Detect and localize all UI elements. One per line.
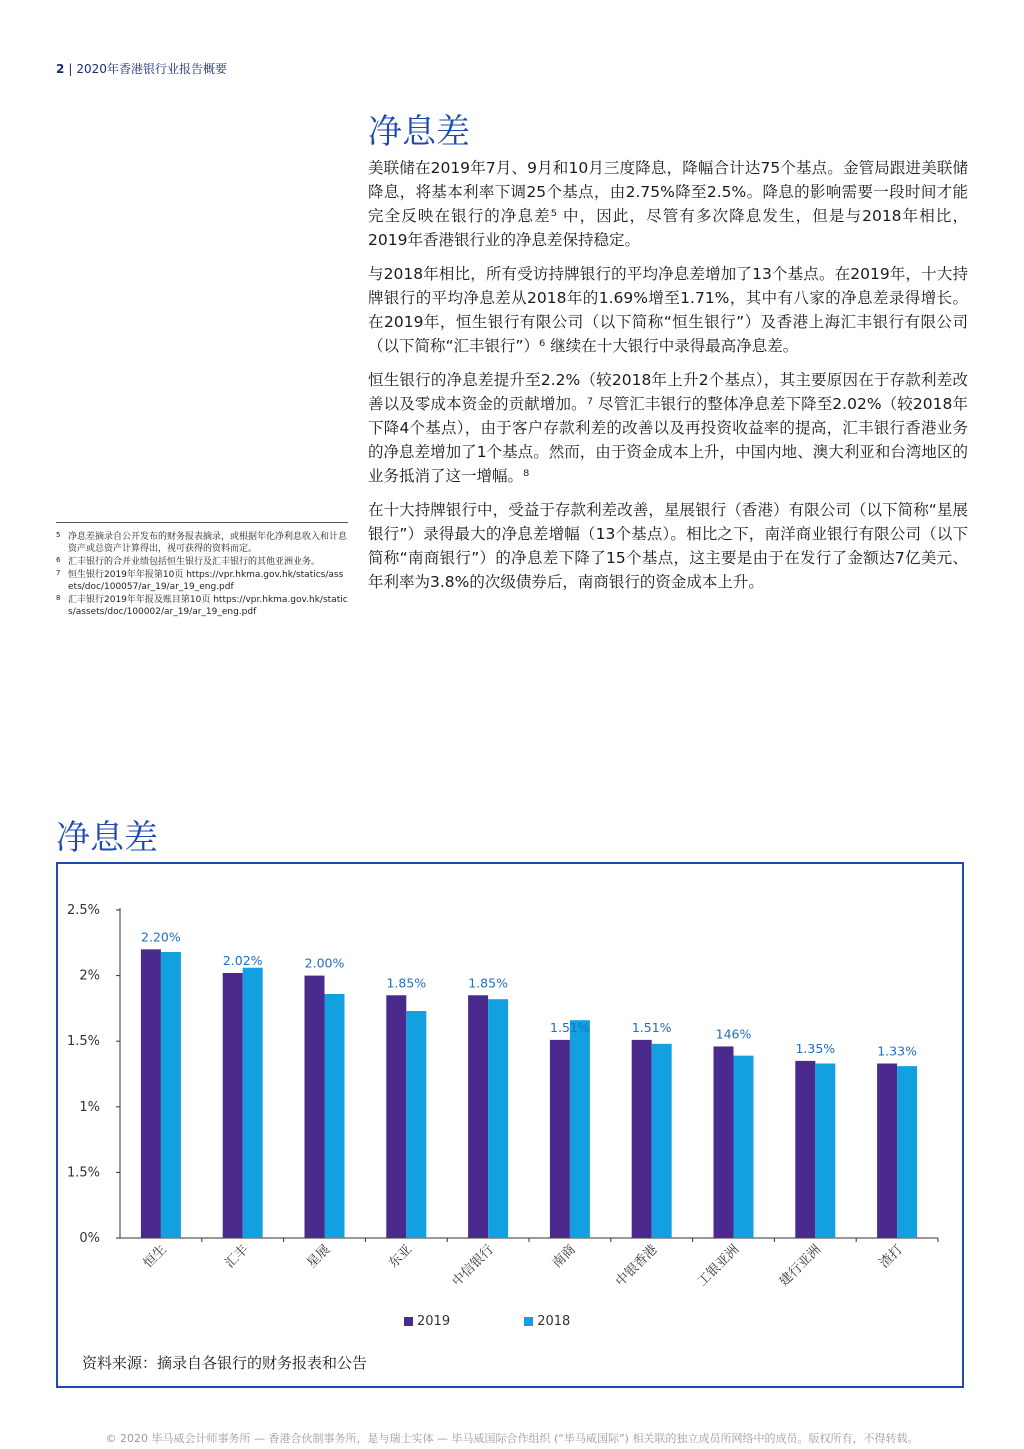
bar-2019 bbox=[632, 1040, 652, 1238]
data-label: 1.51% bbox=[550, 1019, 590, 1035]
x-tick-label: 南商 bbox=[549, 1242, 579, 1272]
x-tick-label: 星展 bbox=[304, 1242, 334, 1272]
page-number: 2 bbox=[56, 62, 65, 76]
bar-2018 bbox=[652, 1044, 672, 1238]
bar-2018 bbox=[325, 994, 345, 1238]
bar-2018 bbox=[734, 1056, 754, 1238]
data-label: 2.20% bbox=[141, 929, 181, 945]
bar-2019 bbox=[877, 1064, 897, 1238]
x-tick-label: 汇丰 bbox=[222, 1242, 252, 1272]
legend-label: 2019 bbox=[417, 1314, 451, 1329]
bar-2018 bbox=[570, 1020, 590, 1238]
chart-legend bbox=[404, 1314, 640, 1329]
bar-2018 bbox=[243, 968, 263, 1238]
header-title: 2020年香港银行业报告概要 bbox=[76, 62, 227, 76]
data-label: 146% bbox=[715, 1026, 752, 1042]
bar-2018 bbox=[161, 952, 181, 1238]
footnote bbox=[56, 594, 348, 618]
y-tick-label: 1% bbox=[79, 1099, 100, 1115]
bar-2019 bbox=[141, 949, 161, 1238]
bar-2018 bbox=[815, 1064, 835, 1238]
bar-2019 bbox=[714, 1046, 734, 1238]
footnote-text: 净息差摘录自公开发布的财务报表摘录，或根据年化净利息收入和计息资产或总资产计算得出，视可获得的资料而定。 bbox=[68, 532, 348, 554]
data-label: 1.85% bbox=[386, 975, 427, 991]
legend-item-2019 bbox=[404, 1314, 450, 1329]
bar-2019 bbox=[386, 995, 406, 1238]
footnote-number: 5 bbox=[56, 531, 61, 539]
x-tick-label: 渣打 bbox=[876, 1242, 906, 1272]
paragraph: 美联储在2019年7月、9月和10月三度降息，降幅合计达75个基点。金管局跟进美联储降息，将基本利率下调25个基点，由2.75%降至2.5%。降息的影响需要一段时间才能完全反映在银行的净息差⁵ 中，因此，尽管有多次降息发生，但是与2018年相比，2019年香港银行业的净息差保持稳定。 bbox=[368, 159, 968, 249]
section-title: 净息差 bbox=[368, 112, 470, 152]
bar-2019 bbox=[550, 1040, 570, 1238]
bar-2018 bbox=[488, 999, 508, 1238]
footnote bbox=[56, 569, 348, 593]
footnote bbox=[56, 556, 348, 568]
y-tick-label: 2.5% bbox=[66, 903, 100, 918]
data-label: 1.85% bbox=[468, 975, 508, 991]
chart-title: 净息差 bbox=[56, 818, 158, 858]
x-tick-label: 中信银行 bbox=[449, 1242, 497, 1290]
legend-swatch bbox=[524, 1317, 533, 1326]
paragraph: 在十大持牌银行中，受益于存款利差改善，星展银行（香港）有限公司（以下简称“星展银行”）录得最大的净息差增幅（13个基点）。相比之下，南洋商业银行有限公司（以下简称“南商银行”）的净息差下降了15个基点，这主要是由于在发行了金额达7亿美元、年利率为3.8%的次级债券后，南商银行的资金成本上升。 bbox=[368, 501, 968, 591]
data-label: 1.51% bbox=[631, 1019, 672, 1035]
bar-2019 bbox=[223, 973, 243, 1238]
source-note: 资料来源：摘录自各银行的财务报表和公告 bbox=[82, 1354, 368, 1372]
page-header bbox=[56, 60, 227, 77]
bar-2019 bbox=[468, 995, 488, 1238]
bar-2019 bbox=[305, 976, 325, 1238]
legend-label: 2018 bbox=[537, 1314, 571, 1329]
data-label: 1.35% bbox=[795, 1040, 836, 1056]
x-tick-label: 建行亚洲 bbox=[776, 1242, 825, 1290]
body-text bbox=[368, 156, 968, 604]
paragraph: 与2018年相比，所有受访持牌银行的平均净息差增加了13个基点。在2019年，十大持牌银行的平均净息差从2018年的1.69%增至1.71%，其中有八家的净息差录得增长。在2019年，恒生银行有限公司（以下简称“恒生银行”）及香港上海汇丰银行有限公司（以下简称“汇丰银行”）⁶ 继续在十大银行中录得最高净息差。 bbox=[368, 265, 968, 355]
legend-item-2018 bbox=[524, 1314, 570, 1329]
data-label: 1.33% bbox=[877, 1043, 917, 1059]
x-tick-label: 中银香港 bbox=[613, 1242, 661, 1290]
footnote-text: 恒生银行2019年年报第10页 https://vpr.hkma.gov.hk/statics/assets/doc/100057/ar_19/ar_19_eng.pdf bbox=[68, 570, 344, 592]
y-tick-label: 1.5% bbox=[66, 1165, 100, 1181]
data-label: 2.02% bbox=[222, 952, 263, 968]
footnote-number: 6 bbox=[56, 556, 61, 564]
data-label: 2.00% bbox=[304, 955, 345, 971]
copyright: © 2020 毕马威会计师事务所 — 香港合伙制事务所，是与瑞士实体 — 毕马威国际合作组织 (“毕马威国际”) 相关联的独立成员所网络中的成员。版权所有，不得转载。 bbox=[105, 1432, 919, 1445]
x-tick-label: 东亚 bbox=[386, 1242, 416, 1272]
bar-2018 bbox=[406, 1011, 426, 1238]
footnote-text: 汇丰银行2019年年报及账目第10页 https://vpr.hkma.gov.hk/statics/assets/doc/100002/ar_19/ar_19_eng.pdf bbox=[68, 595, 348, 617]
footnote-number: 7 bbox=[56, 569, 61, 577]
paragraph: 恒生银行的净息差提升至2.2%（较2018年上升2个基点），其主要原因在于存款利差改善以及零成本资金的贡献增加。⁷ 尽管汇丰银行的整体净息差下降至2.02%（较2018年下降4个基点），由于客户存款利差的改善以及再投资收益率的提高，汇丰银行香港业务的净息差增加了1个基点。然而，由于资金成本上升，中国内地、澳大利亚和台湾地区的业务抵消了这一增幅。⁸ bbox=[368, 371, 968, 485]
header-separator: | bbox=[68, 62, 73, 76]
bar-chart bbox=[58, 864, 962, 1304]
y-tick-label: 0% bbox=[79, 1231, 100, 1246]
footnote bbox=[56, 531, 348, 555]
legend-swatch bbox=[404, 1317, 413, 1326]
footnote-number: 8 bbox=[56, 594, 61, 602]
y-tick-label: 2% bbox=[79, 968, 100, 984]
footnotes bbox=[56, 522, 348, 619]
bar-2019 bbox=[795, 1061, 815, 1238]
bar-2018 bbox=[897, 1066, 917, 1238]
x-tick-label: 工银亚洲 bbox=[694, 1242, 743, 1290]
y-tick-label: 1.5% bbox=[66, 1034, 100, 1050]
footnote-text: 汇丰银行的合并业绩包括恒生银行及汇丰银行的其他亚洲业务。 bbox=[68, 557, 321, 567]
chart-container bbox=[56, 862, 964, 1388]
x-tick-label: 恒生 bbox=[140, 1242, 170, 1272]
